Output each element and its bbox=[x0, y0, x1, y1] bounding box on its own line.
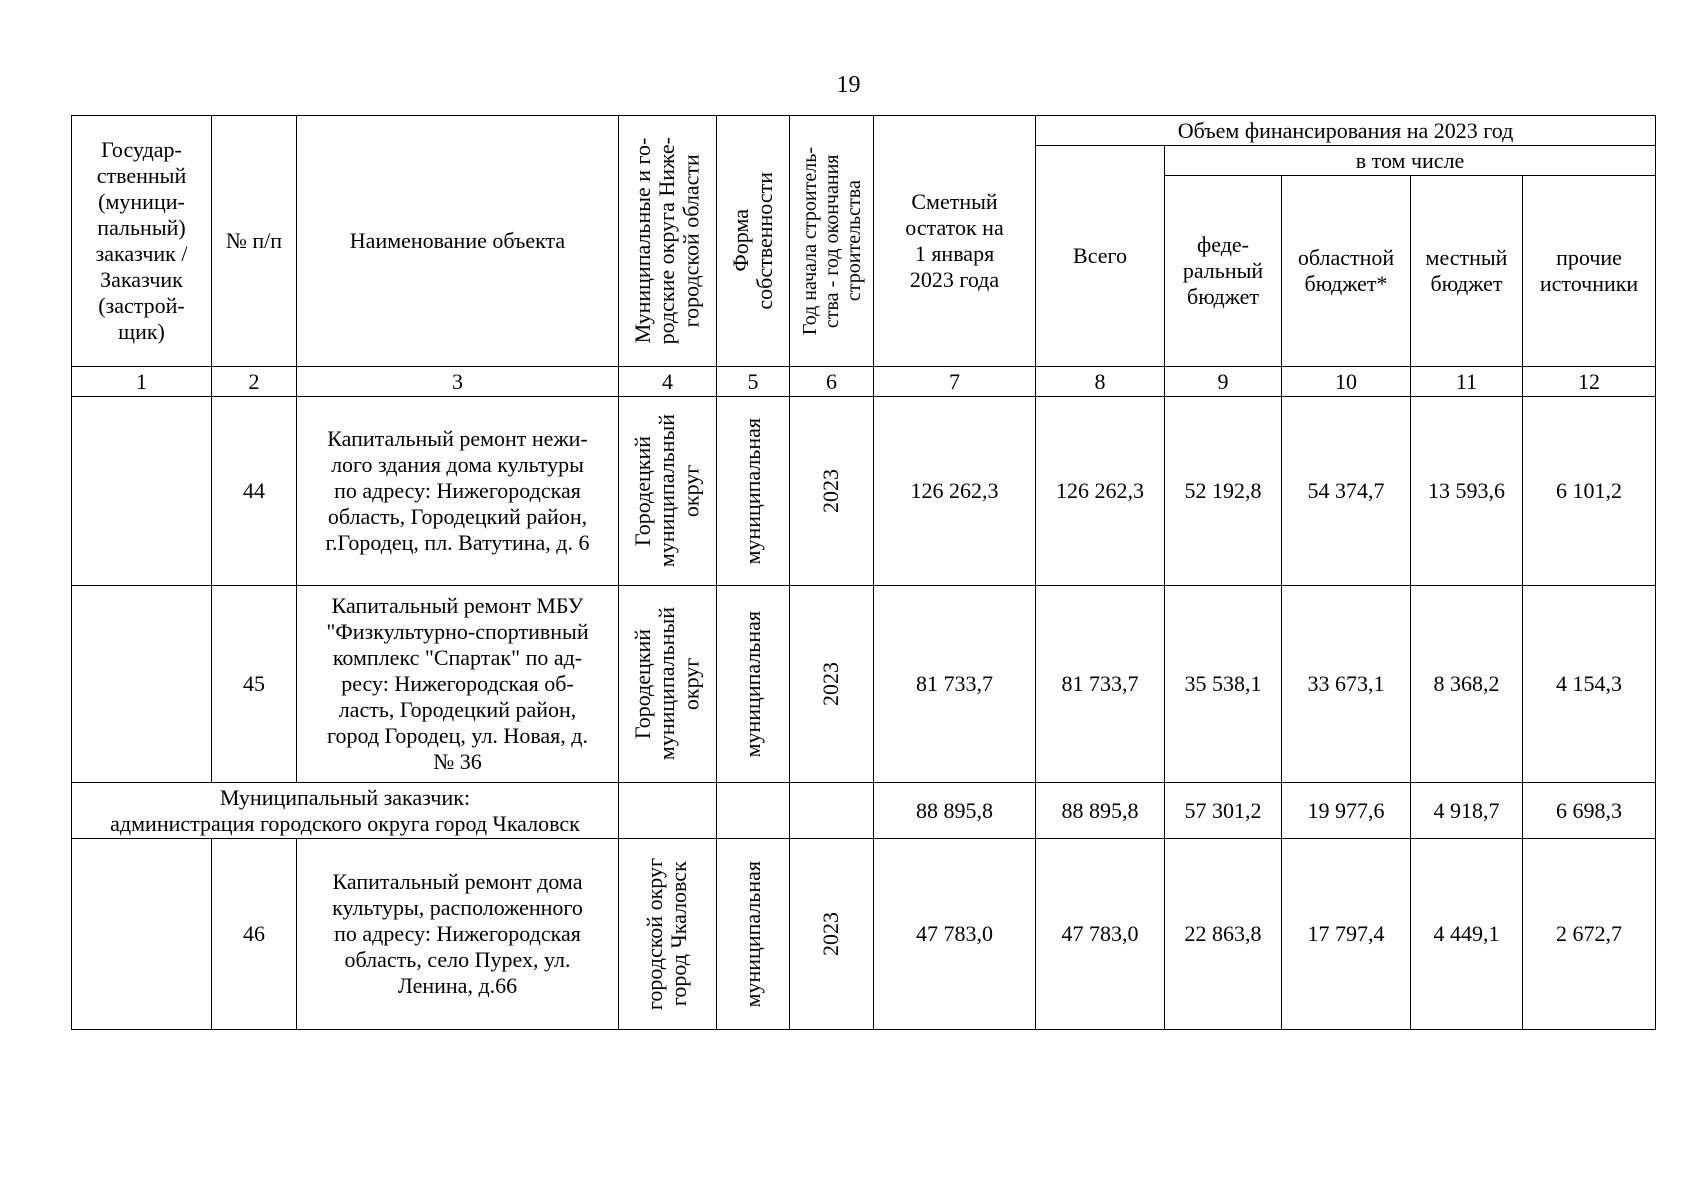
cell-regional: 17 797,4 bbox=[1282, 839, 1411, 1030]
column-number-row bbox=[72, 367, 1656, 397]
cell-federal: 22 863,8 bbox=[1165, 839, 1282, 1030]
cell-local: 8 368,2 bbox=[1411, 586, 1523, 783]
cell-years: 2023 bbox=[790, 397, 874, 586]
column-number: 12 bbox=[1523, 367, 1656, 397]
cell-regional: 54 374,7 bbox=[1282, 397, 1411, 586]
cell-other: 4 154,3 bbox=[1523, 586, 1656, 783]
column-number: 2 bbox=[212, 367, 297, 397]
table-row bbox=[72, 397, 1656, 586]
column-number: 3 bbox=[297, 367, 619, 397]
subtotal-years bbox=[790, 783, 874, 839]
cell-federal: 35 538,1 bbox=[1165, 586, 1282, 783]
subtotal-local: 4 918,7 bbox=[1411, 783, 1523, 839]
cell-customer bbox=[72, 397, 212, 586]
table-row bbox=[72, 839, 1656, 1030]
cell-municipality: городской округ город Чкаловск bbox=[619, 839, 717, 1030]
header-including: в том числе bbox=[1165, 146, 1656, 176]
header-estimate-balance: Сметный остаток на 1 января 2023 года bbox=[874, 116, 1036, 367]
cell-ownership: муниципальная bbox=[717, 397, 790, 586]
cell-years: 2023 bbox=[790, 586, 874, 783]
subtotal-label-line1: Муниципальный заказчик: bbox=[219, 785, 471, 811]
column-number: 4 bbox=[619, 367, 717, 397]
cell-total: 126 262,3 bbox=[1036, 397, 1165, 586]
cell-regional: 33 673,1 bbox=[1282, 586, 1411, 783]
header-total: Всего bbox=[1036, 146, 1165, 367]
cell-municipality: Городецкий муниципальный округ bbox=[619, 586, 717, 783]
cell-local: 13 593,6 bbox=[1411, 397, 1523, 586]
cell-estimate-balance: 47 783,0 bbox=[874, 839, 1036, 1030]
cell-number: 44 bbox=[212, 397, 297, 586]
column-number: 9 bbox=[1165, 367, 1282, 397]
subtotal-label-line2: администрация городского округа город Чкаловск bbox=[110, 810, 580, 836]
header-local: местный бюджет bbox=[1411, 176, 1523, 367]
cell-customer bbox=[72, 586, 212, 783]
subtotal-label bbox=[72, 783, 619, 839]
cell-other: 6 101,2 bbox=[1523, 397, 1656, 586]
cell-federal: 52 192,8 bbox=[1165, 397, 1282, 586]
cell-local: 4 449,1 bbox=[1411, 839, 1523, 1030]
subtotal-row bbox=[72, 783, 1656, 839]
subtotal-other: 6 698,3 bbox=[1523, 783, 1656, 839]
cell-total: 47 783,0 bbox=[1036, 839, 1165, 1030]
header-regional: областной бюджет* bbox=[1282, 176, 1411, 367]
header-object-name: Наименование объекта bbox=[297, 116, 619, 367]
column-number: 8 bbox=[1036, 367, 1165, 397]
subtotal-estimate-balance: 88 895,8 bbox=[874, 783, 1036, 839]
header-customer: Государ- ственный (муници- пальный) заказчик / Заказчик (застрой- щик) bbox=[72, 116, 212, 367]
cell-object-name: Капитальный ремонт МБУ "Физкультурно-спортивный комплекс "Спартак" по ад- ресу: Нижегородская об- ласть, Городецкий район, город Городец, ул. Новая, д. № 36 bbox=[297, 586, 619, 783]
header-financing-group: Объем финансирования на 2023 год bbox=[1036, 116, 1656, 146]
subtotal-total: 88 895,8 bbox=[1036, 783, 1165, 839]
column-number: 11 bbox=[1411, 367, 1523, 397]
cell-object-name: Капитальный ремонт дома культуры, расположенного по адресу: Нижегородская область, село Пурех, ул. Ленина, д.66 bbox=[297, 839, 619, 1030]
cell-number: 45 bbox=[212, 586, 297, 783]
cell-ownership: муниципальная bbox=[717, 839, 790, 1030]
header-ownership: Форма собственности bbox=[717, 116, 790, 367]
column-number: 5 bbox=[717, 367, 790, 397]
cell-municipality: Городецкий муниципальный округ bbox=[619, 397, 717, 586]
financing-table bbox=[71, 115, 1656, 1030]
table-row bbox=[72, 586, 1656, 783]
cell-ownership: муниципальная bbox=[717, 586, 790, 783]
header-years: Год начала строитель- ства - год окончания строительства bbox=[790, 116, 874, 367]
header-federal: феде- ральный бюджет bbox=[1165, 176, 1282, 367]
cell-customer bbox=[72, 839, 212, 1030]
cell-estimate-balance: 126 262,3 bbox=[874, 397, 1036, 586]
cell-years: 2023 bbox=[790, 839, 874, 1030]
subtotal-ownership bbox=[717, 783, 790, 839]
page-number: 19 bbox=[836, 72, 861, 98]
column-number: 10 bbox=[1282, 367, 1411, 397]
subtotal-regional: 19 977,6 bbox=[1282, 783, 1411, 839]
header-municipality: Муниципальные и го- родские округа Ниже- городской области bbox=[619, 116, 717, 367]
subtotal-federal: 57 301,2 bbox=[1165, 783, 1282, 839]
column-number: 7 bbox=[874, 367, 1036, 397]
header-other: прочие источники bbox=[1523, 176, 1656, 367]
column-number: 6 bbox=[790, 367, 874, 397]
column-number: 1 bbox=[72, 367, 212, 397]
subtotal-municipality bbox=[619, 783, 717, 839]
cell-other: 2 672,7 bbox=[1523, 839, 1656, 1030]
cell-object-name: Капитальный ремонт нежи- лого здания дома культуры по адресу: Нижегородская область, Городецкий район, г.Городец, пл. Ватутина, д. 6 bbox=[297, 397, 619, 586]
cell-total: 81 733,7 bbox=[1036, 586, 1165, 783]
cell-estimate-balance: 81 733,7 bbox=[874, 586, 1036, 783]
header-number: № п/п bbox=[212, 116, 297, 367]
cell-number: 46 bbox=[212, 839, 297, 1030]
